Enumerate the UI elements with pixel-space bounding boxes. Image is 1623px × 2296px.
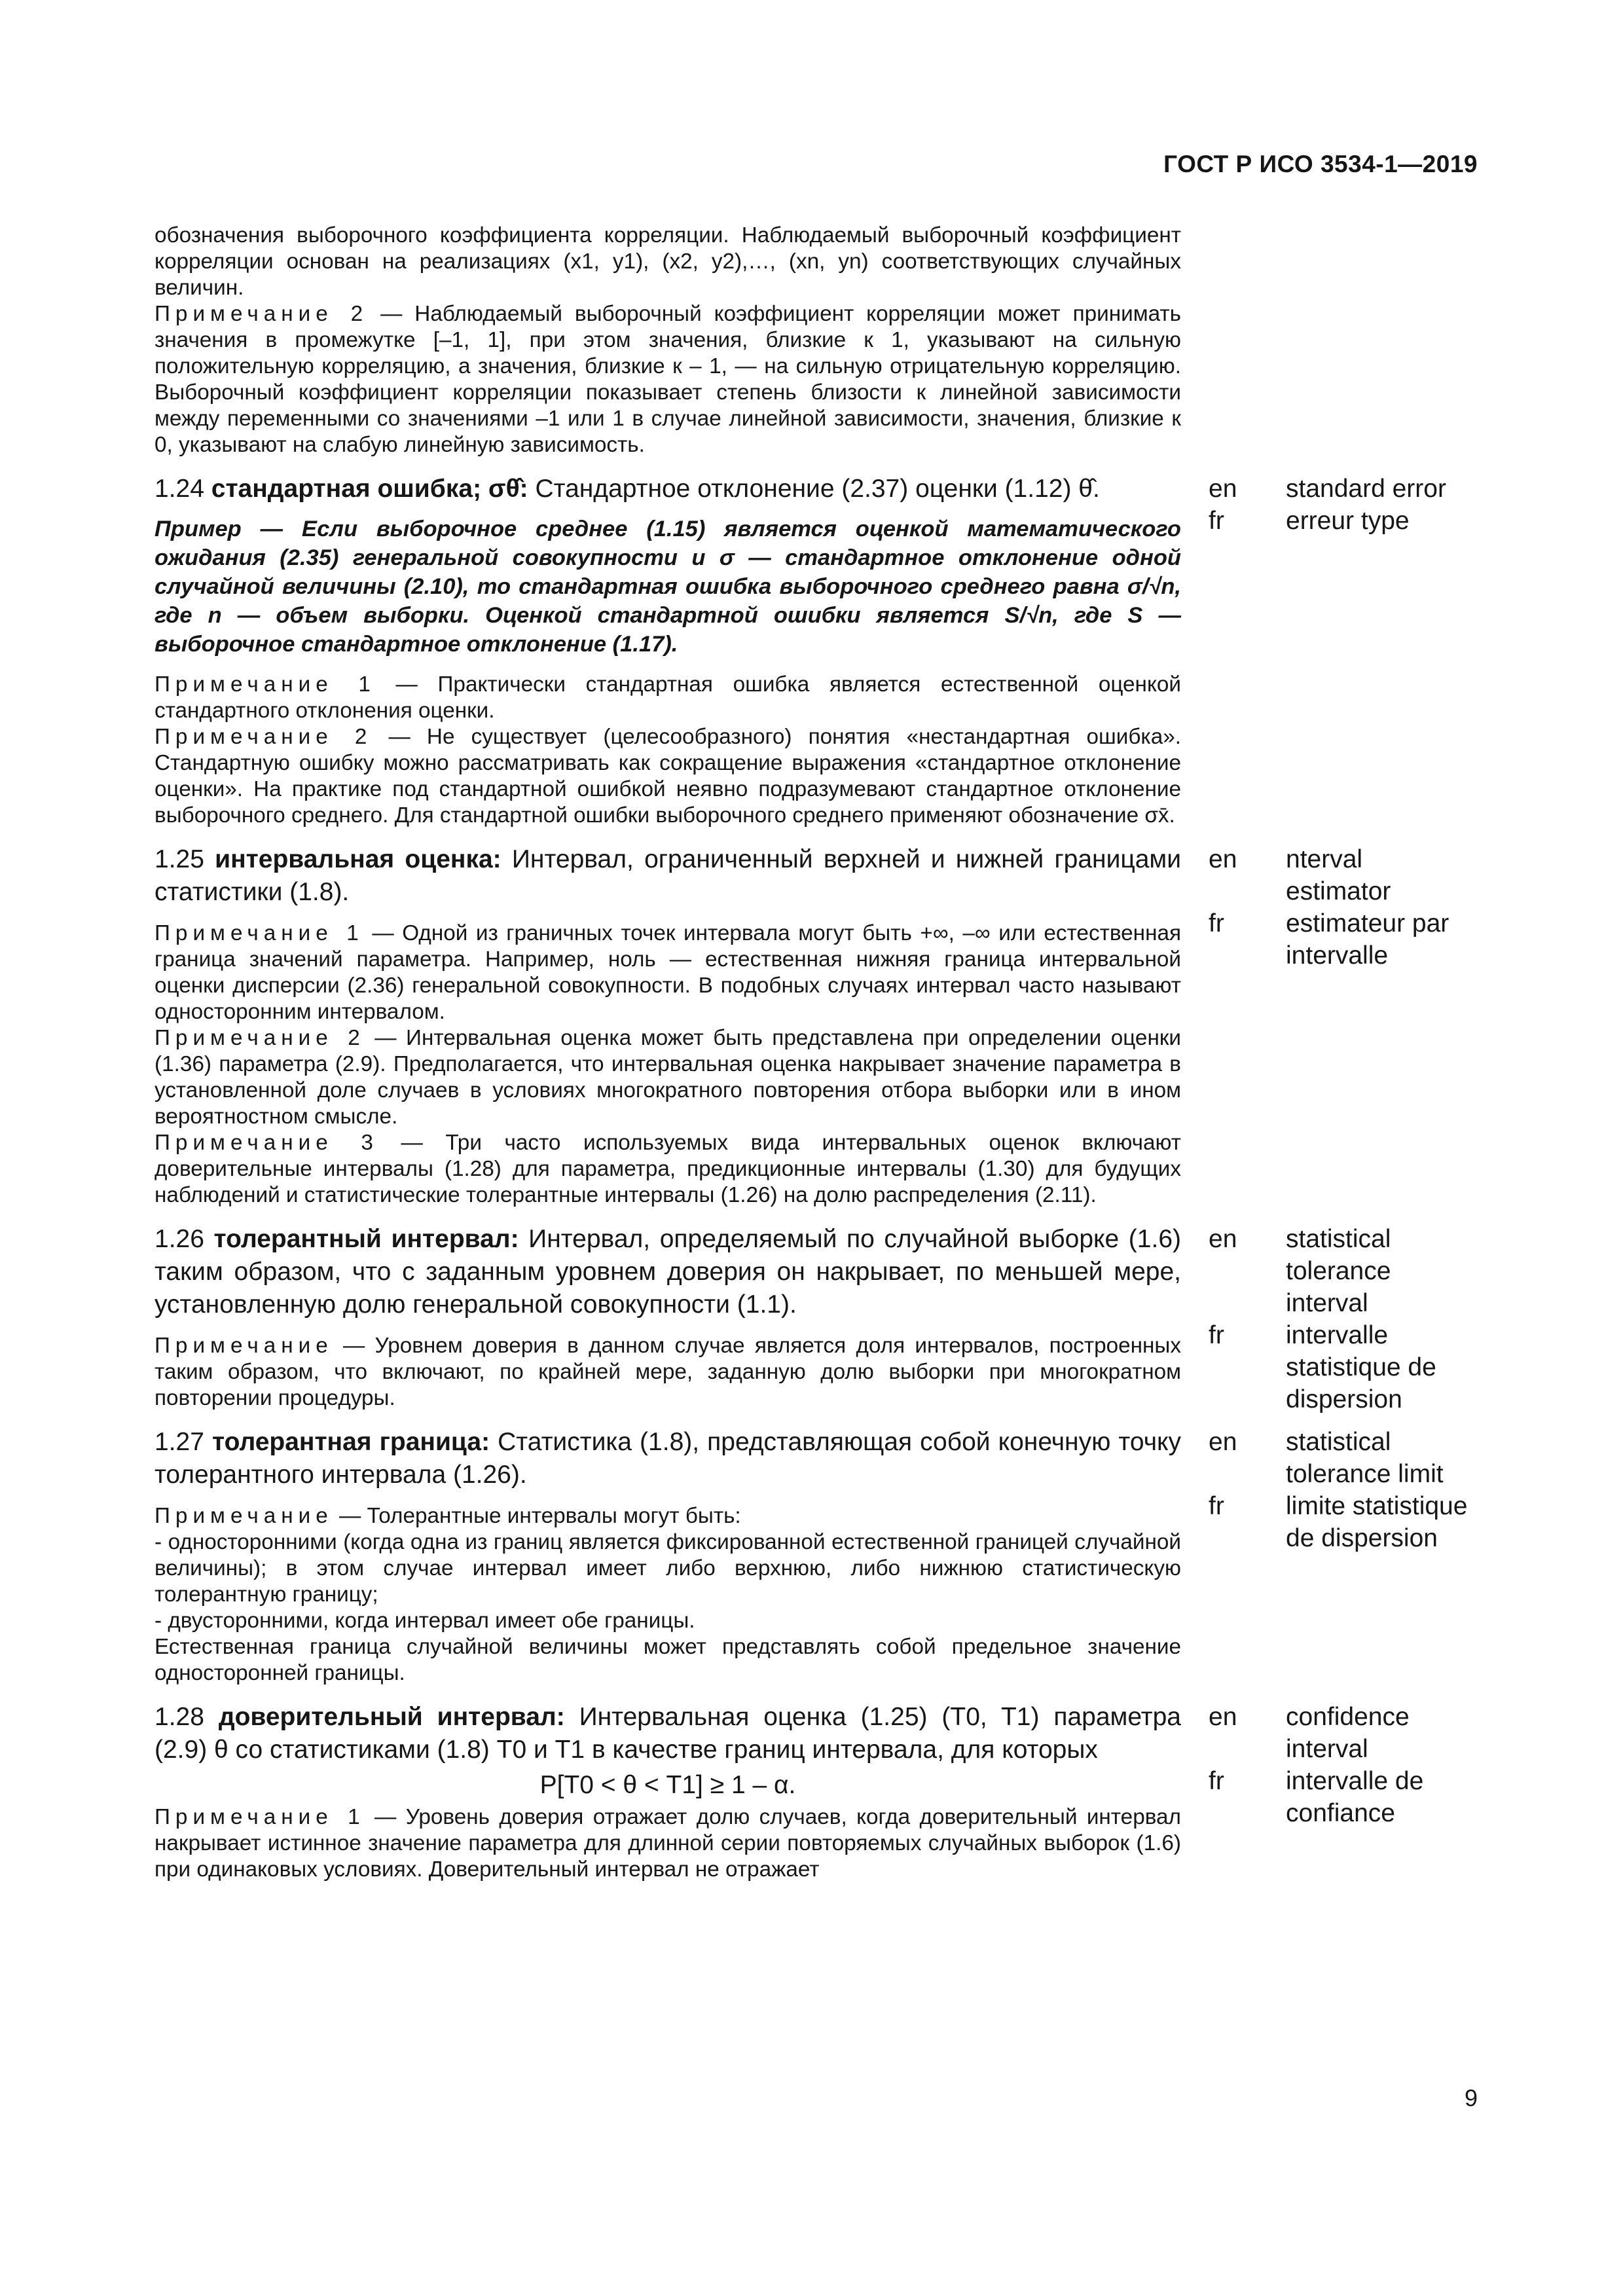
- term-title: доверительный интервал:: [218, 1703, 565, 1731]
- note-label: Примечание: [155, 1334, 333, 1358]
- note-label: Примечание 2: [155, 302, 369, 326]
- term-text: Интервал, ограниченный верхней и нижней границами статистики (1.8).: [155, 845, 1182, 906]
- translation-en: confidence interval: [1286, 1703, 1410, 1763]
- term-title: интервальная оценка:: [215, 845, 501, 873]
- term-note: [155, 1503, 1181, 1529]
- term-title: толерантная граница:: [212, 1428, 490, 1456]
- term-translations: [1209, 1426, 1470, 1554]
- note-line: - односторонними (когда одна из границ является фиксированной естественной границей случайной величины); в этом случае интервал имеет либо верхнюю, либо нижнюю статистическую толерантную границу;: [155, 1530, 1181, 1607]
- note-label: Примечание 2: [155, 1026, 365, 1050]
- term-note: [155, 920, 1181, 1025]
- note-label: Примечание 2: [155, 725, 373, 749]
- lang-fr: fr: [1209, 909, 1224, 938]
- term-text: Стандартное отклонение (2.37) оценки (1.12) θ̂.: [528, 475, 1100, 503]
- translation-en: nterval estimator: [1286, 845, 1391, 905]
- term-definition: [155, 473, 1181, 505]
- term-number: 1.28: [155, 1703, 204, 1731]
- note-text: — Три часто используемых вида интервальных оценок включают доверительные интервалы (1.28) для параметра, предикционные интервалы (1.30) для будущих наблюдений и статистические толерантные интервалы (1.26) на долю распределения (2.11).: [155, 1131, 1181, 1207]
- lang-fr: fr: [1209, 1767, 1224, 1795]
- note-label: Примечание: [155, 1504, 333, 1528]
- lang-en: en: [1209, 1225, 1237, 1253]
- lang-fr: fr: [1209, 1321, 1224, 1349]
- translation-en: statistical tolerance limit: [1286, 1428, 1444, 1488]
- term-translations: [1209, 1701, 1470, 1829]
- term-title: толерантный интервал:: [213, 1225, 519, 1253]
- note-label: Примечание 1: [155, 1805, 365, 1829]
- note-text: — Практически стандартная ошибка является естественной оценкой стандартного отклонения оценки.: [155, 672, 1182, 723]
- note-text: — Интервальная оценка может быть представлена при определении оценки (1.36) параметра (2.9). Предполагается, что интервальная оценка накрывает значение параметра в установленной доле случаев в условиях многократного повторения отбора выборки или в ином вероятностном смысле.: [155, 1026, 1182, 1129]
- translation-fr: intervalle de confiance: [1286, 1767, 1424, 1827]
- term-note: [155, 1025, 1181, 1130]
- page-content: [155, 223, 1468, 1897]
- note-text: — Не существует (целесообразного) понятия «нестандартная ошибка». Стандартную ошибку можно рассматривать как сокращение выражения «стандартное отклонение оценки». На практике под стандартной ошибкой неявно подразумевают стандартное отклонение выборочного среднего. Для стандартной ошибки выборочного среднего применяют обозначение σx̄.: [155, 725, 1181, 828]
- term-text: Интервальная оценка (1.25) (T0, T1) параметра (2.9) θ со статистиками (1.8) T0 и T1 в качестве границ интервала, для которых: [155, 1703, 1181, 1764]
- note-text: — Уровень доверия отражает долю случаев, когда доверительный интервал накрывает истинное значение параметра для длинной серии повторяемых случайных выборок (1.6) при одинаковых условиях. Доверительный интервал не отражает: [155, 1805, 1181, 1882]
- term-title: стандартная ошибка; σθ̂:: [211, 475, 528, 503]
- note-label: Примечание 1: [155, 921, 364, 945]
- term-translations: [1209, 473, 1470, 537]
- translation-en: statistical tolerance interval: [1286, 1225, 1391, 1317]
- confidence-formula: P[T0 < θ < T1] ≥ 1 – α.: [539, 1771, 796, 1799]
- note-line: Естественная граница случайной величины может представлять собой предельное значение односторонней границы.: [155, 1635, 1181, 1685]
- document-header: ГОСТ Р ИСО 3534-1—2019: [1163, 151, 1478, 177]
- note-label: Примечание 3: [155, 1131, 378, 1155]
- term-note: [155, 1804, 1181, 1883]
- intro-section: [155, 223, 1181, 458]
- term-1-25: [155, 843, 1450, 1209]
- term-note: [155, 672, 1181, 724]
- term-number: 1.27: [155, 1428, 204, 1456]
- term-text: Статистика (1.8), представляющая собой конечную точку толерантного интервала (1.26).: [155, 1428, 1182, 1489]
- note-text: — Наблюдаемый выборочный коэффициент корреляции может принимать значения в промежутке [–1, 1], при этом значения, близкие к 1, указывают на сильную положительную корреляцию, а значения, близкие к – 1, — на сильную отрицательную корреляцию. Выборочный коэффициент корреляции показывает степень близости к линейной зависимости между переменными со значениями –1 или 1 в случае линейной зависимости, значения, близкие к 0, указывают на слабую линейную зависимость.: [155, 302, 1181, 457]
- term-definition: [155, 1701, 1181, 1766]
- lang-en: en: [1209, 1428, 1237, 1456]
- intro-note: [155, 301, 1181, 458]
- term-number: 1.25: [155, 845, 204, 873]
- term-translations: [1209, 1223, 1470, 1415]
- term-note: [155, 1130, 1181, 1209]
- term-definition: [155, 1426, 1181, 1491]
- note-text: — Уровнем доверия в данном случае является доля интервалов, построенных таким образом, что включают, по крайней мере, заданную долю выборки при многократном повторении процедуры.: [155, 1334, 1181, 1410]
- term-definition: [155, 843, 1181, 909]
- term-1-28: [155, 1701, 1424, 1883]
- translation-en: standard error: [1286, 475, 1446, 503]
- term-1-24: [155, 473, 1446, 829]
- term-example: Пример — Если выборочное среднее (1.15) является оценкой математического ожидания (2.35) генеральной совокупности и σ — стандартное отклонение одной случайной величины (2.10), то стандартная ошибка выборочного среднего равна σ/√n, где n — объем выборки. Оценкой стандартной ошибки является S/√n, где S — выборочное стандартное отклонение (1.17).: [155, 517, 1181, 657]
- term-definition: [155, 1223, 1181, 1321]
- note-line: - двусторонними, когда интервал имеет обе границы.: [155, 1609, 695, 1633]
- intro-paragraph: обозначения выборочного коэффициента корреляции. Наблюдаемый выборочный коэффициент корреляции основан на реализациях (x1, y1), (x2, y2),…, (xn, yn) соответствующих случайных величин.: [155, 223, 1181, 300]
- translation-fr: erreur type: [1286, 507, 1410, 535]
- note-label: Примечание 1: [155, 672, 376, 697]
- page-number: 9: [1464, 2085, 1478, 2111]
- translation-fr: intervalle statistique de dispersion: [1286, 1321, 1436, 1413]
- term-number: 1.26: [155, 1225, 204, 1253]
- term-text: Интервал, определяемый по случайной выборке (1.6) таким образом, что с заданным уровнем доверия он накрывает, по меньшей мере, установленную долю генеральной совокупности (1.1).: [155, 1225, 1181, 1319]
- term-number: 1.24: [155, 475, 204, 503]
- term-note: [155, 724, 1181, 829]
- lang-en: en: [1209, 1703, 1237, 1731]
- term-note: [155, 1333, 1181, 1412]
- translation-fr: estimateur par intervalle: [1286, 909, 1450, 970]
- term-translations: [1209, 843, 1470, 972]
- term-1-26: [155, 1223, 1436, 1413]
- translation-fr: limite statistique de dispersion: [1286, 1492, 1468, 1552]
- lang-fr: fr: [1209, 507, 1224, 535]
- lang-fr: fr: [1209, 1492, 1224, 1520]
- lang-en: en: [1209, 845, 1237, 873]
- lang-en: en: [1209, 475, 1237, 503]
- note-text: — Толерантные интервалы могут быть:: [333, 1504, 741, 1528]
- note-text: — Одной из граничных точек интервала могут быть +∞, –∞ или естественная граница значений параметра. Например, ноль — естественная нижняя граница интервальной оценки дисперсии (2.36) генеральной совокупности. В подобных случаях интервал часто называют односторонним интервалом.: [155, 921, 1181, 1024]
- term-1-27: [155, 1426, 1468, 1686]
